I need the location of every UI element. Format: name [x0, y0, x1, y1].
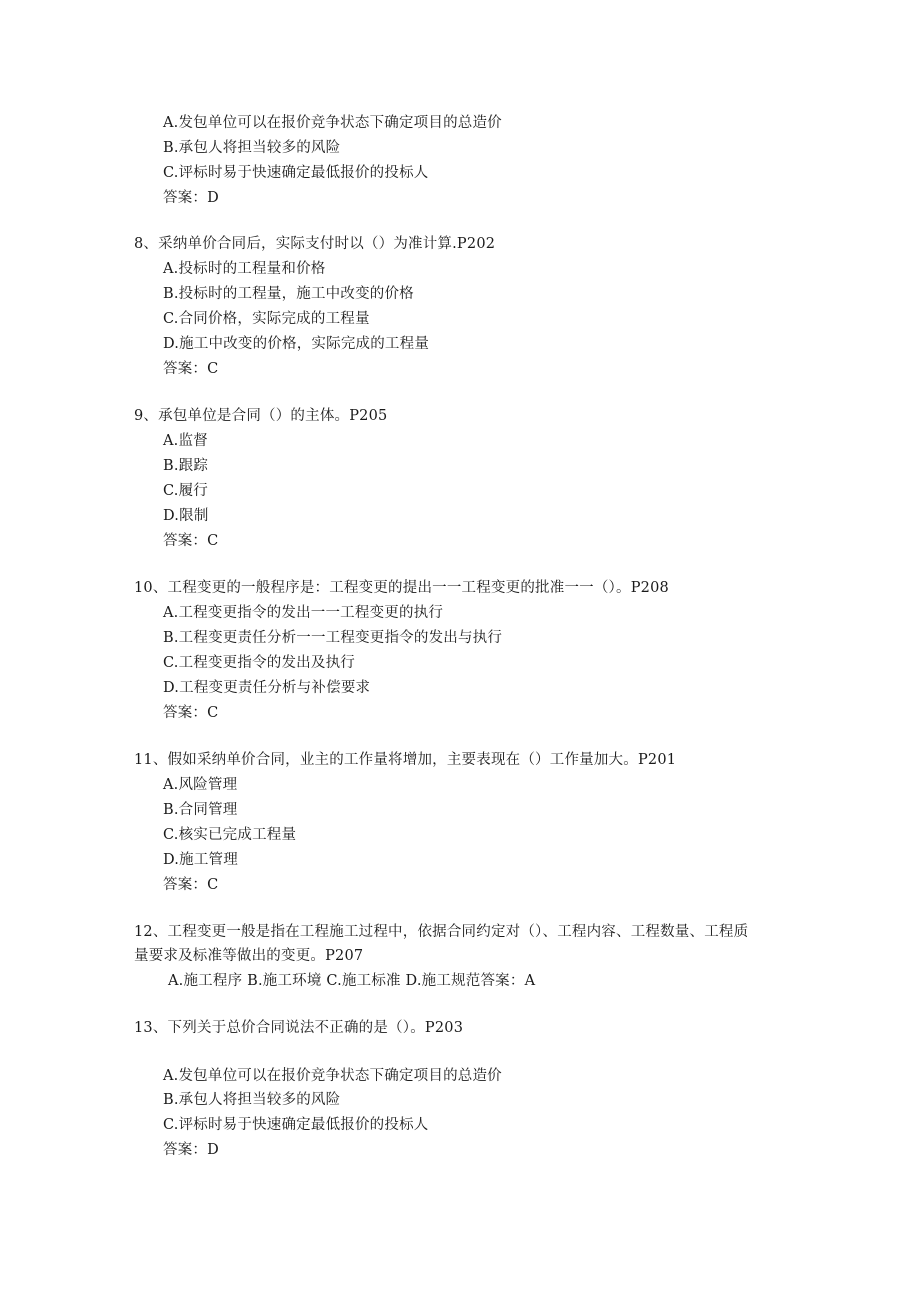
option-a: A.发包单位可以在报价竞争状态下确定项目的总造价 — [163, 1068, 502, 1084]
option-c: C.评标时易于快速确定最低报价的投标人 — [163, 1117, 429, 1133]
question-stem: 13、下列关于总价合同说法不正确的是（）。P203 — [134, 1020, 464, 1036]
option-b: B.承包人将担当较多的风险 — [163, 140, 341, 156]
question-stem: 11、假如采纳单价合同，业主的工作量将增加，主要表现在（）工作量加大。P201 — [134, 752, 677, 768]
question-stem-continued: 量要求及标准等做出的变更。P207 — [134, 948, 364, 964]
option-a: A.监督 — [163, 433, 208, 449]
answer: 答案：D — [163, 190, 219, 206]
question-stem: 9、承包单位是合同（）的主体。P205 — [134, 408, 388, 424]
question-stem: 8、采纳单价合同后，实际支付时以（）为准计算.P202 — [134, 236, 496, 252]
option-a: A.工程变更指令的发出一一工程变更的执行 — [163, 605, 444, 621]
inline-options-answer: A.施工程序 B.施工环境 C.施工标准 D.施工规范答案：A — [168, 973, 536, 989]
option-a: A.投标时的工程量和价格 — [163, 261, 326, 277]
option-b: B.跟踪 — [163, 458, 209, 474]
answer: 答案：C — [163, 361, 219, 377]
option-d: D.工程变更责任分析与补偿要求 — [163, 680, 371, 696]
answer: 答案：D — [163, 1142, 219, 1158]
answer: 答案：C — [163, 533, 219, 549]
answer: 答案：C — [163, 705, 219, 721]
question-stem: 12、工程变更一般是指在工程施工过程中，依据合同约定对（）、工程内容、工程数量、工程质 — [134, 924, 749, 940]
option-b: B.承包人将担当较多的风险 — [163, 1092, 341, 1108]
option-d: D.施工管理 — [163, 852, 238, 868]
option-d: D.限制 — [163, 508, 209, 524]
question-stem: 10、工程变更的一般程序是：工程变更的提出一一工程变更的批准一一（）。P208 — [134, 580, 669, 596]
option-b: B.工程变更责任分析一一工程变更指令的发出与执行 — [163, 630, 503, 646]
option-c: C.履行 — [163, 483, 208, 499]
option-b: B.合同管理 — [163, 802, 238, 818]
answer: 答案：C — [163, 877, 219, 893]
option-a: A.发包单位可以在报价竞争状态下确定项目的总造价 — [163, 115, 502, 131]
option-b: B.投标时的工程量，施工中改变的价格 — [163, 286, 414, 302]
option-c: C.工程变更指令的发出及执行 — [163, 655, 355, 671]
option-d: D.施工中改变的价格，实际完成的工程量 — [163, 336, 430, 352]
option-c: C.核实已完成工程量 — [163, 827, 297, 843]
option-c: C.合同价格，实际完成的工程量 — [163, 311, 370, 327]
option-c: C.评标时易于快速确定最低报价的投标人 — [163, 165, 429, 181]
option-a: A.风险管理 — [163, 777, 238, 793]
